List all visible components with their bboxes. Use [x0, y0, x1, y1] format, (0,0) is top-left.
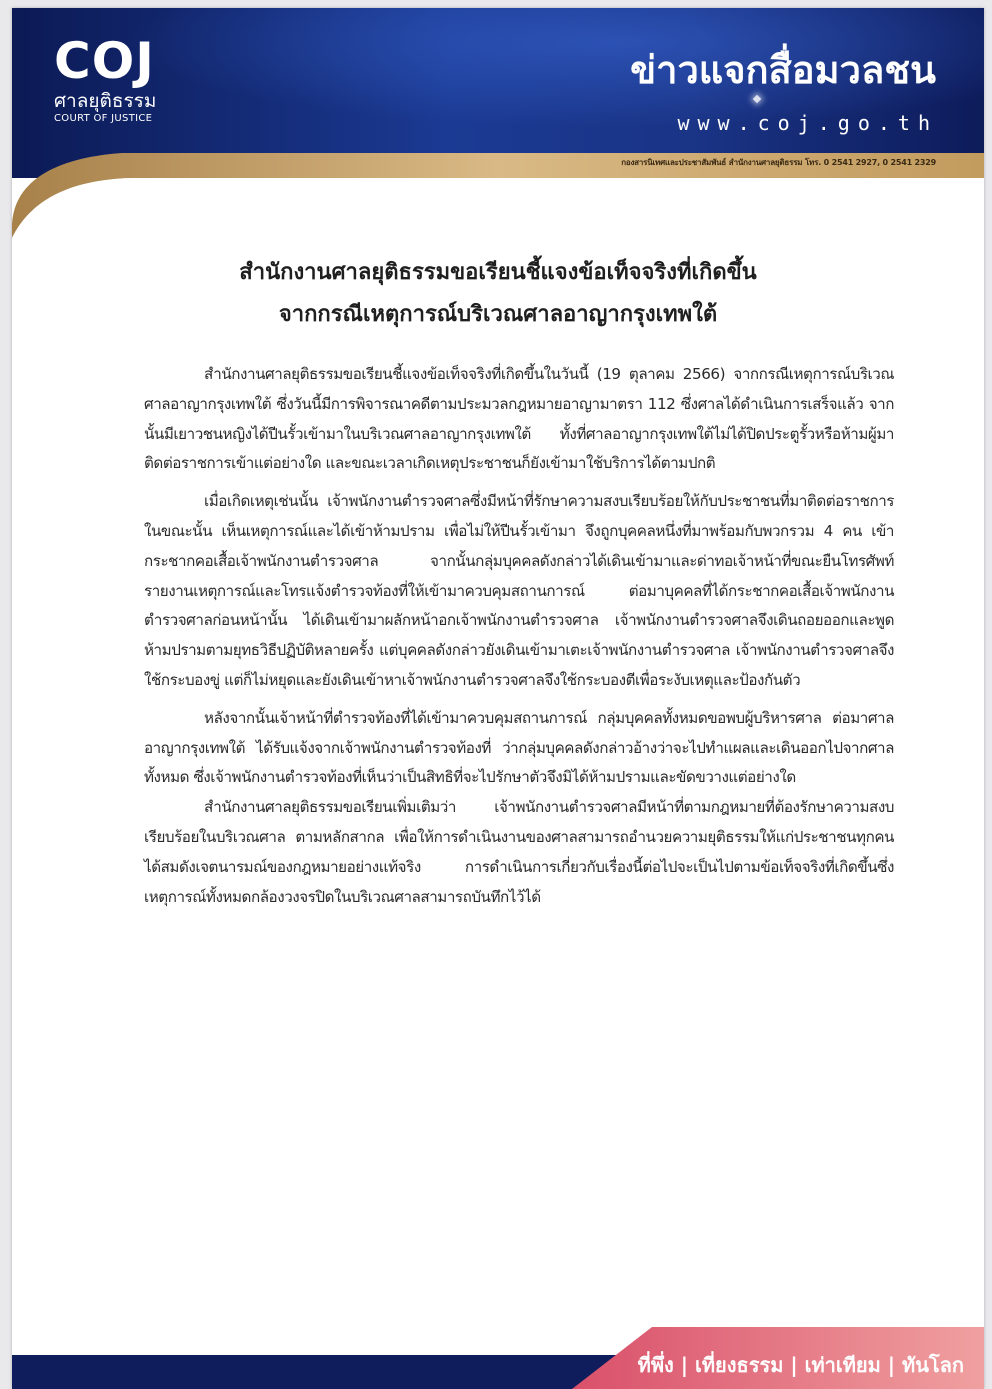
press-release-sheet — [12, 8, 984, 1389]
document-body — [144, 360, 894, 912]
paragraph-2: เมื่อเกิดเหตุเช่นนั้น เจ้าพนักงานตำรวจศาลซึ่งมีหน้าที่รักษาความสงบเรียบร้อยให้กับประชาชนที่มาติดต่อราชการในขณะนั้น เห็นเหตุการณ์และได้เข้าห้ามปราม เพื่อไม่ให้ปีนรั้วเข้ามา จึงถูกบุคคลหนึ่งที่มาพร้อมกับพวกรวม 4 คน เข้ากระชากคอเสื้อเจ้าพนักงานตำรวจศาล จากนั้นกลุ่มบุคคลดังกล่าวได้เดินเข้ามาและด่าทอเจ้าหน้าที่ขณะยืนโทรศัพท์รายงานเหตุการณ์และโทรแจ้งตำรวจท้องที่ให้เข้ามาควบคุมสถานการณ์ ต่อมาบุคคลที่ได้กระชากคอเสื้อเจ้าพนักงานตำรวจศาลก่อนหน้านั้น ได้เดินเข้ามาผลักหน้าอกเจ้าพนักงานตำรวจศาล เจ้าพนักงานตำรวจศาลจึงเดินถอยออกและพูดห้ามปรามตามยุทธวิธีปฏิบัติหลายครั้ง แต่บุคคลดังกล่าวยังเดินเข้ามาเตะเจ้าพนักงานตำรวจศาล เจ้าพนักงานตำรวจศาลจึงใช้กระบองขู่ แต่ก็ไม่หยุดและยังเดินเข้าหาเจ้าพนักงานตำรวจศาลจึงใช้กระบองตีเพื่อระงับเหตุและป้องกันตัว — [144, 492, 894, 689]
document-title — [12, 252, 984, 336]
logo-english-text: COURT OF JUSTICE — [54, 113, 153, 124]
title-line-1: สำนักงานศาลยุติธรรมขอเรียนชี้แจงข้อเท็จจริงที่เกิดขึ้น — [239, 260, 757, 285]
logo-thai-text: ศาลยุติธรรม — [54, 90, 157, 112]
contact-info: กองสารนิเทศและประชาสัมพันธ์ สำนักงานศาลยุติธรรม โทร. 0 2541 2927, 0 2541 2329 — [621, 158, 936, 167]
paragraph-4: สำนักงานศาลยุติธรรมขอเรียนเพิ่มเติมว่า เจ้าพนักงานตำรวจศาลมีหน้าที่ตามกฎหมายที่ต้องรักษาความสงบเรียบร้อยในบริเวณศาล ตามหลักสากล เพื่อให้การดำเนินงานของศาลสามารถอำนวยความยุติธรรมให้แก่ประชาชนทุกคนได้สมดังเจตนารมณ์ของกฎหมายอย่างแท้จริง การดำเนินการเกี่ยวกับเรื่องนี้ต่อไปจะเป็นไปตามข้อเท็จจริงที่เกิดขึ้นซึ่งเหตุการณ์ทั้งหมดกล้องวงจรปิดในบริเวณศาลสามารถบันทึกไว้ได้ — [144, 798, 894, 906]
paragraph-3: หลังจากนั้นเจ้าหน้าที่ตำรวจท้องที่ได้เข้ามาควบคุมสถานการณ์ กลุ่มบุคคลทั้งหมดขอพบผู้บริหารศาล ต่อมาศาลอาญากรุงเทพใต้ ได้รับแจ้งจากเจ้าพนักงานตำรวจท้องที่ ว่ากลุ่มบุคคลดังกล่าวอ้างว่าจะไปทำแผลและเดินออกไปจากศาลทั้งหมด ซึ่งเจ้าพนักงานตำรวจท้องที่เห็นว่าเป็นสิทธิที่จะไปรักษาตัวจึงมิได้ห้ามปรามและขัดขวางแต่อย่างใด — [144, 708, 894, 787]
logo-mark: COJ — [54, 32, 155, 90]
coj-logo — [54, 34, 156, 126]
title-line-2: จากกรณีเหตุการณ์บริเวณศาลอาญากรุงเทพใต้ — [278, 302, 718, 327]
letterhead — [12, 8, 984, 238]
court-slogan: ที่พึ่ง | เที่ยงธรรม | เท่าเทียม | ทันโลก — [637, 1353, 964, 1377]
website-url: www.coj.go.th — [677, 111, 938, 135]
footer-band — [12, 1327, 984, 1389]
press-release-heading: ข่าวแจกสื่อมวลชน — [630, 48, 936, 92]
paragraph-1: สำนักงานศาลยุติธรรมขอเรียนชี้แจงข้อเท็จจริงที่เกิดขึ้นในวันนี้ (19 ตุลาคม 2566) จากกรณีเหตุการณ์บริเวณศาลอาญากรุงเทพใต้ ซึ่งวันนี้มีการพิจารณาคดีตามประมวลกฎหมายอาญามาตรา 112 ซึ่งศาลได้ดำเนินการเสร็จแล้ว จากนั้นมีเยาวชนหญิงได้ปีนรั้วเข้ามาในบริเวณศาลอาญากรุงเทพใต้ ทั้งที่ศาลอาญากรุงเทพใต้ไม่ได้ปิดประตูรั้วหรือห้ามผู้มาติดต่อราชการเข้าแต่อย่างใด และขณะเวลาเกิดเหตุประชาชนก็ยังเข้ามาใช้บริการได้ตามปกติ — [144, 365, 894, 473]
